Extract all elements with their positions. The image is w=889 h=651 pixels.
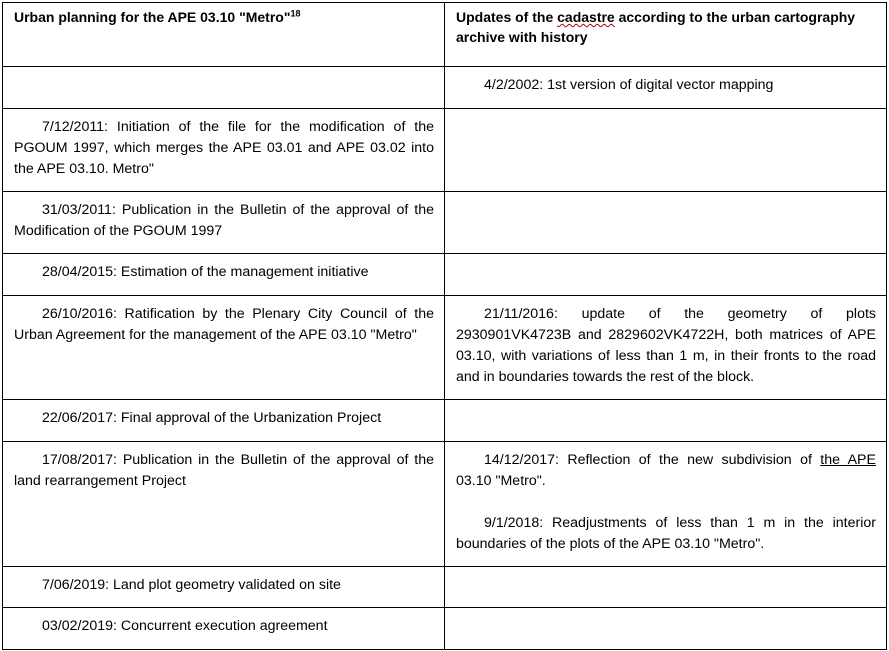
cell-text: 31/03/2011: Publication in the Bulletin of the approval of the Modification of the PGOUM 1997 [14, 202, 434, 239]
header-right-text-pre: Updates of the [456, 9, 558, 25]
table-row [3, 296, 887, 400]
table-header-row [3, 3, 887, 67]
table-row [3, 567, 887, 608]
cell-text: 7/06/2019: Land plot geometry validated on site [42, 577, 341, 593]
header-urban-planning [3, 3, 445, 67]
cell-text: 4/2/2002: 1st version of digital vector mapping [484, 77, 774, 93]
header-left-text: Urban planning for the APE 03.10 "Metro" [14, 9, 291, 25]
cell-text: 26/10/2016: Ratification by the Plenary City Council of the Urban Agreement for the management of the APE 03.10 "Metro" [14, 306, 434, 343]
cell-left [3, 400, 445, 442]
table-row [3, 67, 887, 109]
cell-left [3, 67, 445, 109]
cell-right [445, 296, 887, 400]
cell-text: 28/04/2015: Estimation of the management initiative [42, 264, 369, 280]
cell-right [445, 400, 887, 442]
cell-right [445, 67, 887, 109]
header-cadastre-updates [445, 3, 887, 67]
cell-text: 21/11/2016: update of the geometry of plots 2930901VK4723B and 2829602VK4722H, both matrices of APE 03.10, with variations of less than 1 m, in their fronts to the road and in boundaries towards the rest of the block. [456, 306, 876, 385]
footnote-marker: 18 [290, 8, 301, 19]
cell-right [445, 254, 887, 296]
table-row [3, 109, 887, 192]
history-table [2, 2, 887, 650]
cell-text: 17/08/2017: Publication in the Bulletin of the approval of the land rearrangement Project [14, 452, 434, 489]
cell-left [3, 254, 445, 296]
table-row [3, 400, 887, 442]
tracked-change-text: the APE [820, 452, 876, 468]
cell-left [3, 567, 445, 608]
header-right-text-post: according to the urban cartography archive with history [456, 9, 856, 45]
cell-left [3, 192, 445, 254]
paragraph-spacer [456, 492, 876, 513]
cell-left [3, 608, 445, 650]
cell-right [445, 567, 887, 608]
cell-text: 9/1/2018: Readjustments of less than 1 m in the interior boundaries of the plots of the APE 03.10 "Metro". [456, 515, 876, 552]
table-row [3, 192, 887, 254]
cell-text: 7/12/2011: Initiation of the file for the modification of the PGOUM 1997, which merges the APE 03.01 and APE 03.02 into the APE 03.10. Metro" [14, 119, 434, 177]
cell-right [445, 109, 887, 192]
cell-left [3, 296, 445, 400]
cell-paragraph [456, 450, 876, 492]
cell-right [445, 608, 887, 650]
cell-text: 14/12/2017: Reflection of the new subdivision of [484, 452, 821, 468]
cell-text: 03.10 "Metro". [456, 473, 546, 489]
cell-text: 22/06/2017: Final approval of the Urbanization Project [42, 410, 382, 426]
cell-right [445, 192, 887, 254]
spellcheck-word: cadastre [557, 9, 615, 25]
cell-left [3, 109, 445, 192]
table-row [3, 608, 887, 650]
table-row [3, 442, 887, 567]
cell-left [3, 442, 445, 567]
cell-text: 03/02/2019: Concurrent execution agreement [42, 618, 328, 634]
cell-right [445, 442, 887, 567]
table-row [3, 254, 887, 296]
